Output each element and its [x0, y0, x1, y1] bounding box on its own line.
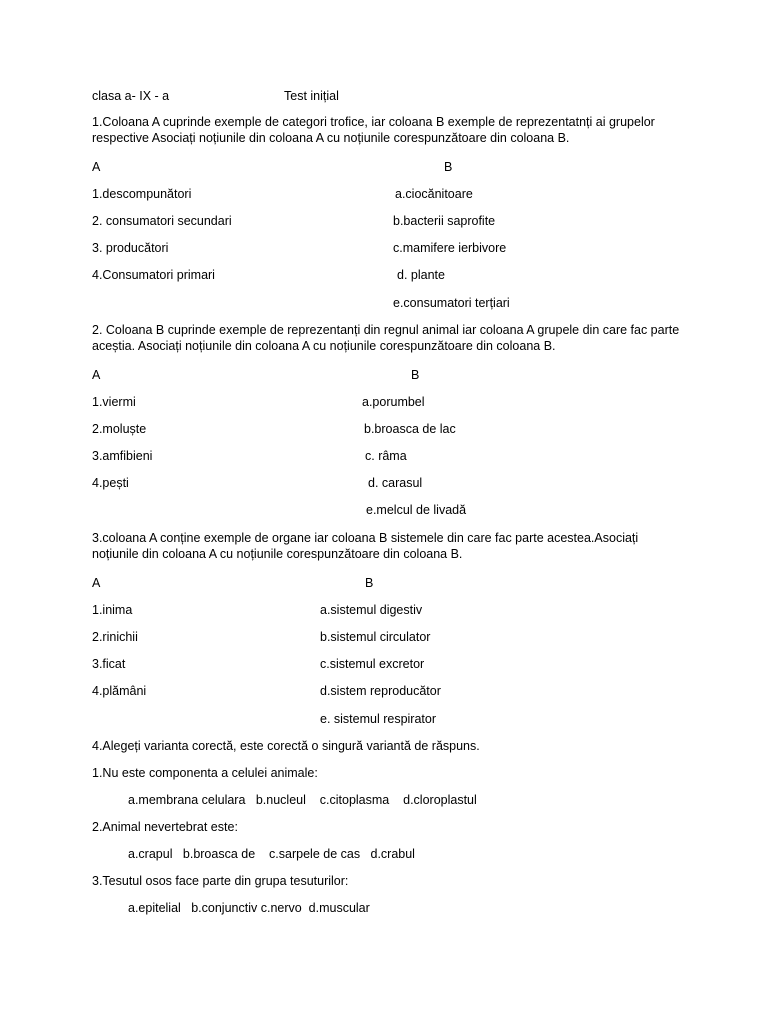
ex3-col-b-item: a.sistemul digestiv [320, 603, 423, 617]
ex3-col-b-label: B [365, 576, 374, 590]
ex2-col-a-item: 3.amfibieni [92, 449, 153, 463]
ex4-question: 3.Tesutul osos face parte din grupa tesuturilor: [92, 874, 349, 888]
ex4-options: a.crapul b.broasca de c.sarpele de cas d.crabul [128, 847, 415, 861]
ex4-question: 1.Nu este componenta a celulei animale: [92, 766, 318, 780]
ex3-col-a-item: 2.rinichii [92, 630, 138, 644]
exercise-3-prompt: 3.coloana A conține exemple de organe iar coloana B sistemele din care fac parte acestea.Asociați noțiunile din coloana A cu noțiunile corespunzătoare din coloana B. [92, 531, 639, 561]
ex2-col-a-item: 1.viermi [92, 395, 136, 409]
ex4-question: 2.Animal nevertebrat este: [92, 820, 238, 834]
ex1-col-b-item: a.ciocănitoare [395, 187, 473, 201]
ex1-col-a-item: 1.descompunători [92, 187, 192, 201]
ex2-col-a-item: 4.pești [92, 476, 129, 490]
ex3-col-b-item: e. sistemul respirator [320, 712, 437, 726]
ex2-col-b-item: a.porumbel [362, 395, 425, 409]
ex2-col-b-item: b.broasca de lac [364, 422, 456, 436]
ex2-col-b-label: B [411, 368, 420, 382]
ex2-col-a-label: A [92, 368, 101, 382]
ex3-col-b-item: d.sistem reproducător [320, 684, 441, 698]
ex3-col-a-item: 1.inima [92, 603, 133, 617]
exercise-2-prompt: 2. Coloana B cuprinde exemple de reprezentanți din regnul animal iar coloana A grupele din care fac parte aceștia. Asociați noțiunile din coloana A cu noțiunile corespunzătoare din coloana B. [92, 323, 680, 353]
ex2-col-b-item: e.melcul de livadă [366, 503, 467, 517]
ex4-options: a.membrana celulara b.nucleul c.citoplasma d.cloroplastul [128, 793, 477, 807]
ex1-col-a-label: A [92, 160, 101, 174]
ex1-col-a-item: 3. producători [92, 241, 169, 255]
ex1-col-b-item: d. plante [397, 268, 445, 282]
ex1-col-b-item: c.mamifere ierbivore [393, 241, 507, 255]
ex3-col-a-item: 3.ficat [92, 657, 126, 671]
test-title: Test inițial [284, 89, 339, 103]
class-label: clasa a- IX - a [92, 89, 170, 103]
ex4-options: a.epitelial b.conjunctiv c.nervo d.muscular [128, 901, 370, 915]
ex3-col-a-label: A [92, 576, 101, 590]
ex2-col-a-item: 2.moluște [92, 422, 147, 436]
ex1-col-b-item: b.bacterii saprofite [393, 214, 496, 228]
ex3-col-a-item: 4.plămâni [92, 684, 147, 698]
exercise-4-prompt: 4.Alegeți varianta corectă, este corectă o singură variantă de răspuns. [92, 739, 480, 753]
ex2-col-b-item: c. râma [365, 449, 407, 463]
ex1-col-b-label: B [444, 160, 453, 174]
exercise-1-prompt: 1.Coloana A cuprinde exemple de categori trofice, iar coloana B exemple de reprezentatnți ai grupelor respective Asociați noțiunile din coloana A cu noțiunile corespunzătoare din coloana B. [92, 115, 655, 145]
ex2-col-b-item: d. carasul [368, 476, 423, 490]
ex1-col-b-item: e.consumatori terțiari [393, 296, 510, 310]
ex1-col-a-item: 2. consumatori secundari [92, 214, 232, 228]
ex3-col-b-item: c.sistemul excretor [320, 657, 425, 671]
ex3-col-b-item: b.sistemul circulator [320, 630, 431, 644]
ex1-col-a-item: 4.Consumatori primari [92, 268, 215, 282]
